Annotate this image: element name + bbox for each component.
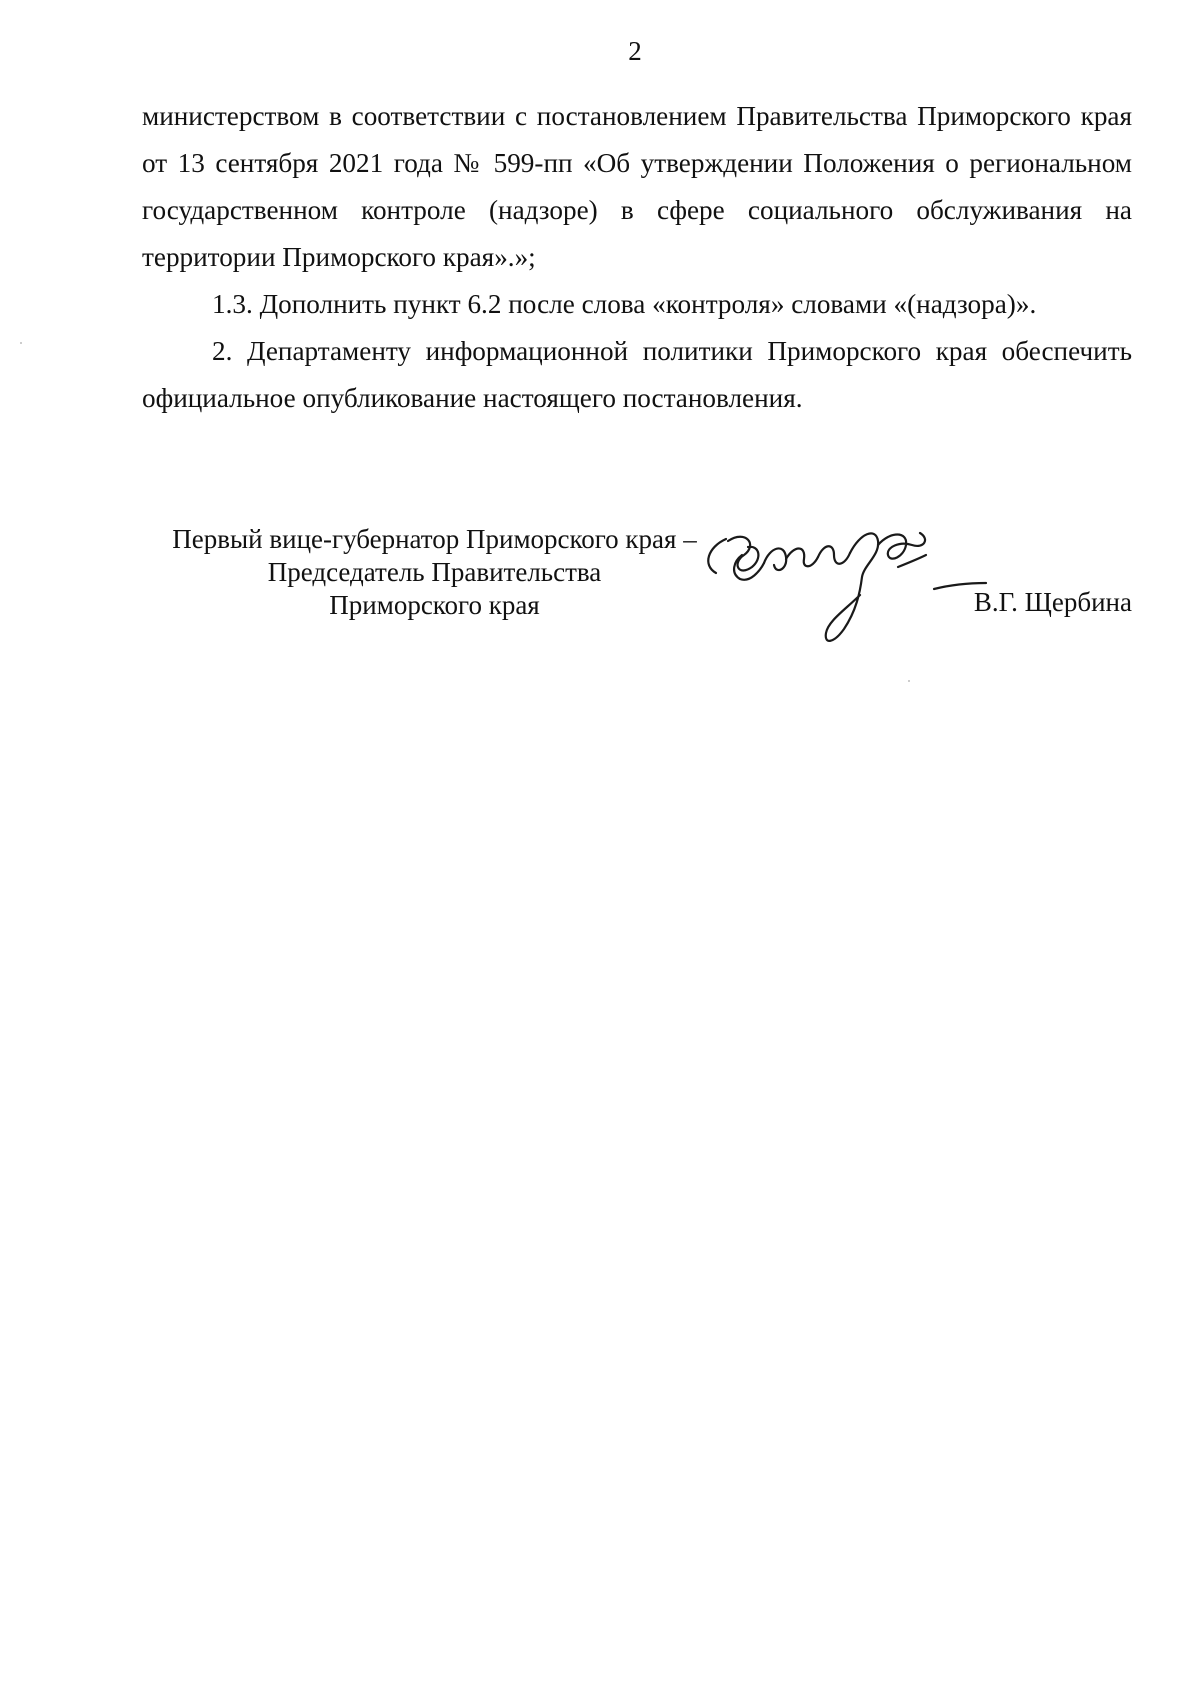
signature-block [142, 523, 1132, 663]
scan-speck [20, 342, 22, 344]
scan-speck [908, 680, 910, 682]
signer-name: В.Г. Щербина [973, 587, 1132, 617]
page-number: 2 [628, 36, 642, 66]
signer-position-line-2: Председатель Правительства [267, 557, 602, 587]
paragraph-item-1-3: 1.3. Дополнить пункт 6.2 после слова «контроля» словами «(надзора)». [212, 289, 1037, 319]
document-body [142, 93, 1132, 422]
paragraph-continuation: министерством в соответствии с постановлением Правительства Приморского края от 13 сентября 2021 года № 599-пп «Об утверждении Положения о региональном государственном контроле (надзоре) в сфере социального обслуживания на территории Приморского края».»; [142, 101, 1132, 272]
signer-position [142, 523, 727, 622]
paragraph-item-2: 2. Департаменту информационной политики Приморского края обеспечить официальное опубликование настоящего постановления. [142, 336, 1132, 413]
handwritten-signature [694, 525, 1004, 663]
signer-position-line-1: Первый вице-губернатор Приморского края – [172, 524, 697, 554]
signer-position-line-3: Приморского края [329, 590, 540, 620]
